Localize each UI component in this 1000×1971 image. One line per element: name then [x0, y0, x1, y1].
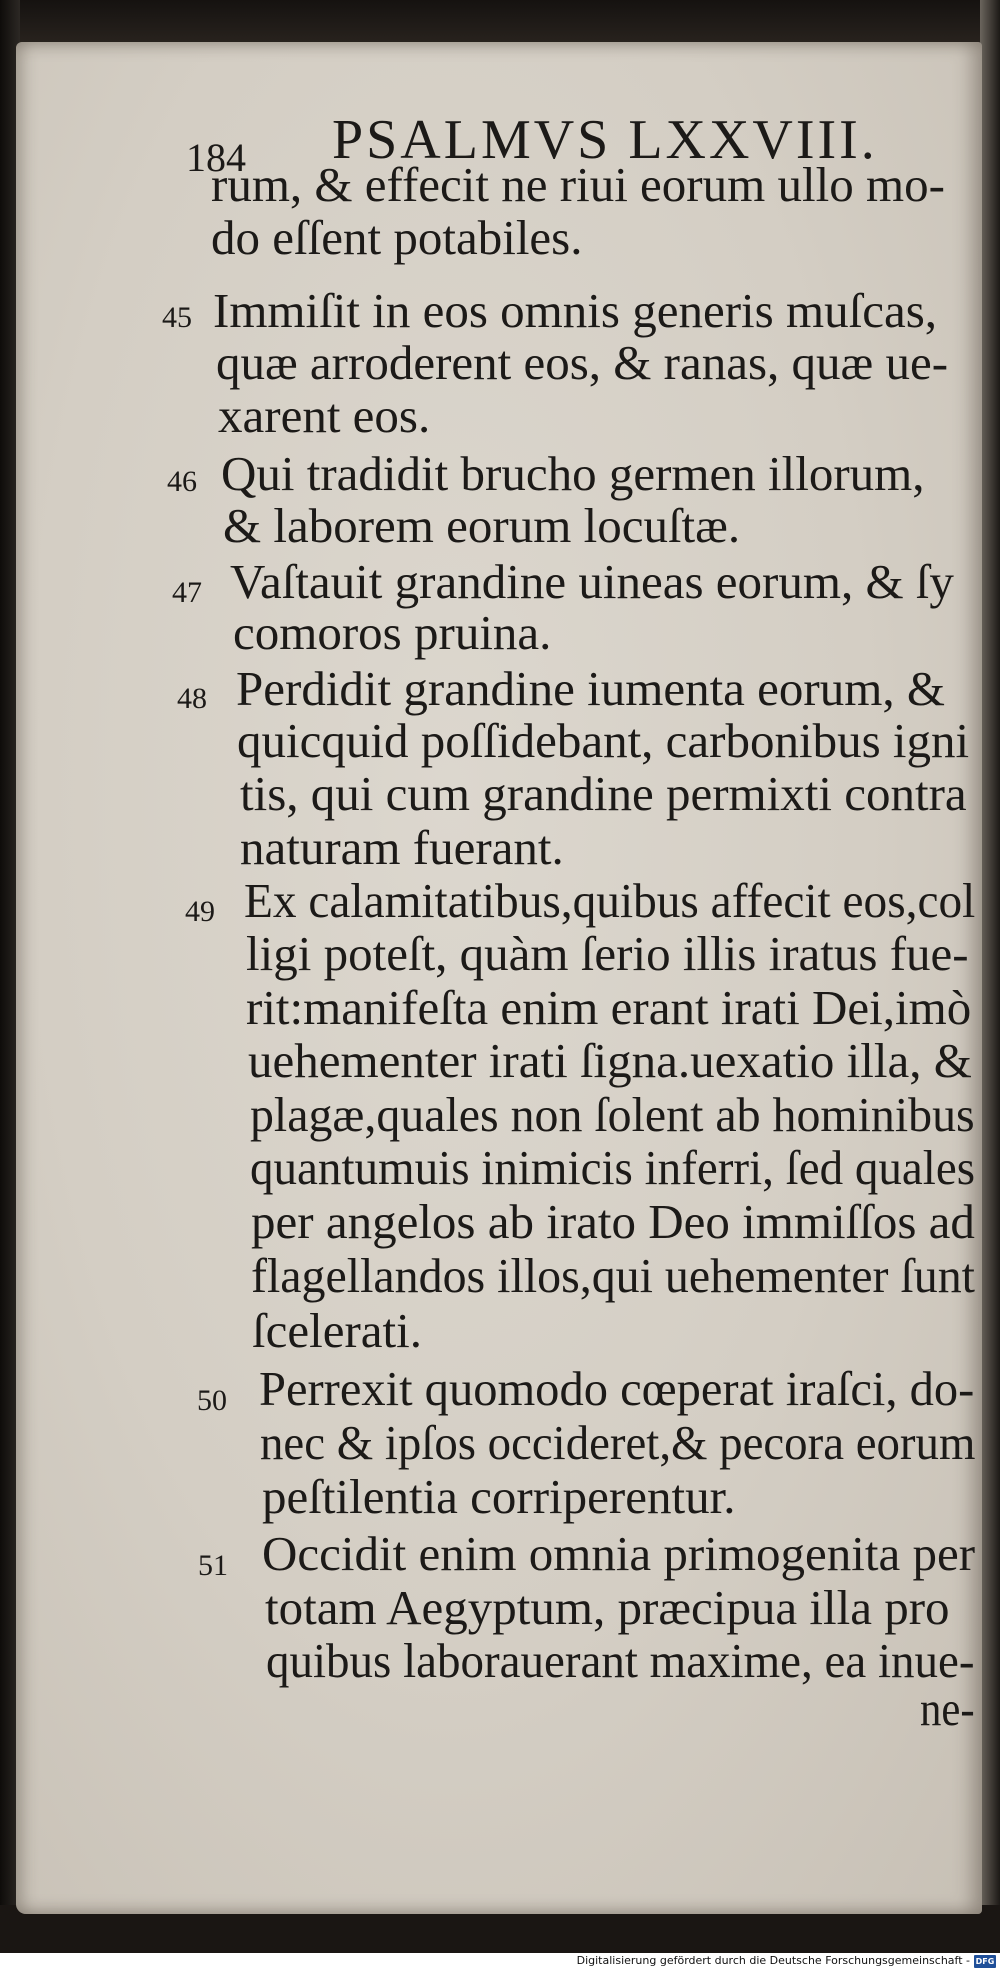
verse-number: 45 [162, 301, 192, 334]
text-line: rit:manifeſta enim erant irati Dei,imò [246, 980, 972, 1035]
text-line: quicquid poſſidebant, carbonibus igni [237, 713, 970, 768]
text-line: ligi poteſt, quàm ſerio illis iratus fue- [246, 926, 969, 981]
text-line: flagellandos illos,qui uehementer ſunt [251, 1248, 975, 1303]
text-line: & laborem eorum locuſtæ. [223, 498, 741, 553]
text-line: xarent eos. [218, 388, 431, 443]
text-line: Qui tradidit brucho germen illorum, [221, 446, 925, 501]
text-line: naturam fuerant. [240, 820, 564, 875]
running-title: PSALMVS LXXVIII. [332, 109, 878, 171]
scan-top-edge [0, 0, 1000, 48]
text-line: ſcelerati. [252, 1303, 423, 1358]
verse-number: 50 [197, 1384, 227, 1417]
text-line: per angelos ab irato Deo immiſſos ad [251, 1194, 975, 1249]
footer-credit: Digitalisierung gefördert durch die Deutsche Forschungsgemeinschaft - [576, 1954, 970, 1967]
text-line: Vaſtauit grandine uineas eorum, & ſy [230, 554, 954, 609]
page-number: 184 [186, 135, 246, 180]
text-line: Ex calamitatibus,quibus affecit eos,col [244, 873, 976, 928]
text-line: Occidit enim omnia primogenita per [262, 1526, 976, 1581]
text-line: rum, & effecit ne riui eorum ullo mo- [211, 157, 945, 212]
text-line: Immiſit in eos omnis generis muſcas, [213, 283, 938, 338]
text-line: peſtilentia corriperentur. [262, 1469, 736, 1524]
text-line: totam Aegyptum, præcipua illa pro [265, 1580, 950, 1635]
text-line: quibus laborauerant maxime, ea inue- [266, 1633, 975, 1688]
catchword: ne- [920, 1681, 975, 1736]
verse-number: 47 [172, 576, 202, 609]
verse-number: 49 [185, 895, 215, 928]
text-line: plagæ,quales non ſolent ab hominibus [250, 1087, 975, 1142]
text-line: uehementer irati ſigna.uexatio illa, & [248, 1033, 972, 1088]
dfg-logo: DFG [975, 1957, 995, 1966]
text-line: comoros pruina. [233, 605, 552, 660]
verse-number: 51 [198, 1549, 228, 1582]
text-line: tis, qui cum grandine permixti contra [240, 766, 967, 821]
text-line: do eſſent potabiles. [211, 210, 583, 265]
text-line: quæ arroderent eos, & ranas, quæ ue- [216, 335, 949, 390]
text-line: Perdidit grandine iumenta eorum, & [236, 661, 945, 716]
verse-number: 46 [167, 465, 197, 498]
verse-number: 48 [177, 682, 207, 715]
text-line: quantumuis inimicis inferri, ſed quales [250, 1140, 976, 1195]
text-line: nec & ipſos occideret,& pecora eorum [260, 1415, 976, 1470]
scan-right-edge [980, 0, 1000, 1930]
text-line: Perrexit quomodo cœperat iraſci, do- [259, 1361, 975, 1416]
